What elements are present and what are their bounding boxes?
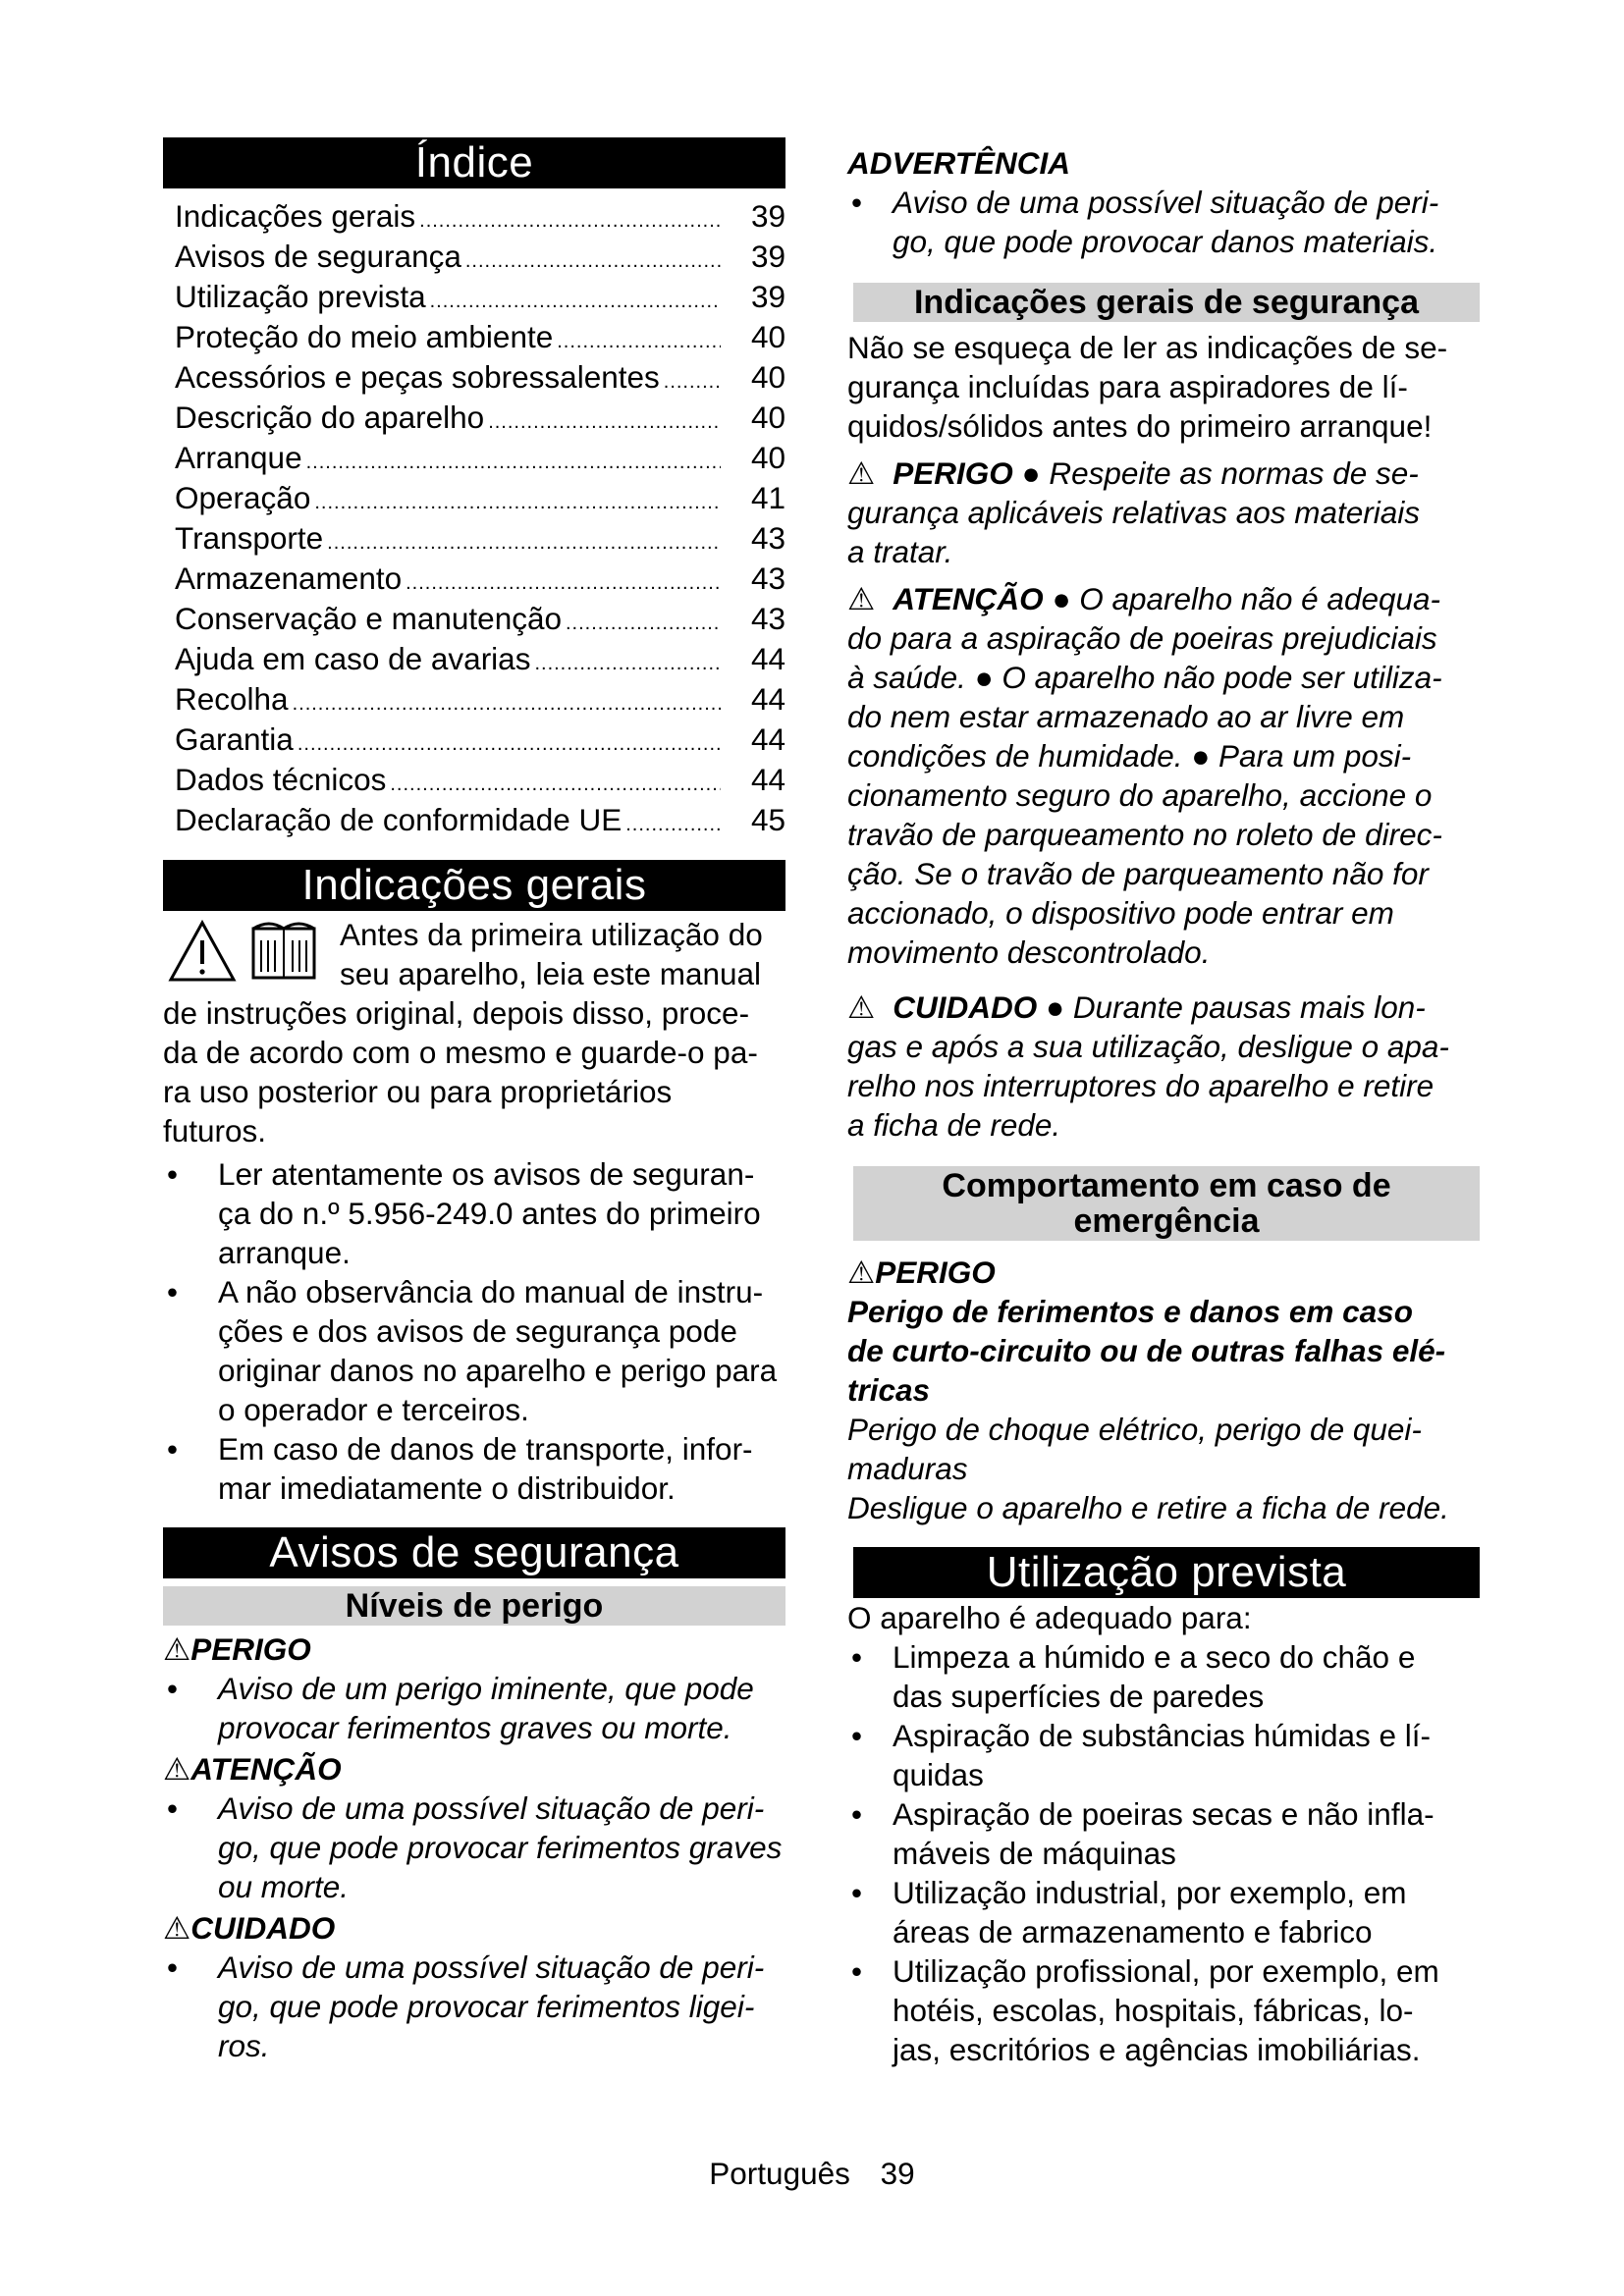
list-item: • Utilização industrial, por exemplo, em áreas de armazenamento e fabrico <box>847 1873 1480 1951</box>
toc-leader-dots <box>293 684 721 724</box>
toc-entry-page: 43 <box>750 561 785 596</box>
toc-leader-dots <box>419 201 721 241</box>
warning-icon: ⚠ <box>163 1631 191 1667</box>
toc-leader-dots <box>625 805 721 845</box>
toc-entry[interactable] <box>175 518 785 559</box>
warning-icon: ⚠ <box>847 455 876 491</box>
toc-entry[interactable] <box>175 639 785 679</box>
general-heading: Indicações gerais <box>163 860 785 911</box>
toc-entry-title: Acessórios e peças sobressalentes <box>175 359 660 395</box>
general-intro-top: Antes da primeira utilização do seu aparelho, leia este manual <box>340 917 763 991</box>
toc-entry-title: Ajuda em caso de avarias <box>175 641 531 676</box>
toc-entry-title: Avisos de segurança <box>175 239 461 274</box>
toc-entry[interactable] <box>175 559 785 599</box>
perigo-label: ⚠PERIGO <box>163 1631 311 1667</box>
list-item: • Aspiração de substâncias húmidas e lí- quidas <box>847 1716 1480 1794</box>
emergency-content: ⚠PERIGO Perigo de ferimentos e danos em caso de curto-circuito ou de outras falhas elé- tricas Perigo de choque elétrico, perigo de quei- maduras Desligue o aparelho e retire a ficha de rede. <box>847 1253 1480 1527</box>
toc-entry-page: 44 <box>750 721 785 757</box>
toc-leader-dots <box>534 644 721 684</box>
toc-entry-page: 39 <box>750 239 785 274</box>
emergency-heading: Comportamento em caso de emergência <box>853 1166 1480 1241</box>
toc-entry-page: 44 <box>750 641 785 676</box>
general-safety-perigo: ⚠ PERIGO ● Respeite as normas de se- gurança aplicáveis relativas aos materiais a tratar. <box>847 455 1421 569</box>
toc-leader-dots <box>314 483 721 523</box>
cuidado-label: ⚠CUIDADO <box>163 1910 336 1946</box>
toc-entry-title: Proteção do meio ambiente <box>175 319 554 354</box>
toc-entry-page: 39 <box>750 198 785 234</box>
toc-entry-page: 41 <box>750 480 785 515</box>
toc-leader-dots <box>306 443 721 483</box>
toc-entry-page: 44 <box>750 762 785 797</box>
toc-entry-title: Garantia <box>175 721 294 757</box>
toc-leader-dots <box>557 322 721 362</box>
warning-icon: ⚠ <box>163 1751 191 1787</box>
toc-entry-title: Utilização prevista <box>175 279 426 314</box>
toc-entry[interactable] <box>175 599 785 639</box>
manual-book-icon <box>253 924 314 978</box>
toc-entry[interactable] <box>175 679 785 720</box>
list-item: • Utilização profissional, por exemplo, em hotéis, escolas, hospitais, fábricas, lo- jas, escritórios e agências imobiliárias. <box>847 1951 1480 2069</box>
page-footer <box>0 2156 1624 2192</box>
toc-entry[interactable] <box>175 398 785 438</box>
toc-entry[interactable] <box>175 196 785 237</box>
toc-entry-page: 45 <box>750 802 785 837</box>
advertencia-label: ADVERTÊNCIA <box>847 145 1070 181</box>
toc-entry-page: 43 <box>750 520 785 556</box>
general-intro-rest: de instruções original, depois disso, proce- da de acordo com o mesmo e guarde-o pa- ra uso posterior ou para proprietários futuros. <box>163 995 758 1148</box>
warning-triangle-icon <box>167 917 324 986</box>
toc-entry-title: Conservação e manutenção <box>175 601 562 636</box>
toc-entry-page: 40 <box>750 359 785 395</box>
toc-leader-dots <box>488 402 721 443</box>
toc-entry-page: 43 <box>750 601 785 636</box>
warning-icon: ⚠ <box>847 989 876 1025</box>
toc-leader-dots <box>298 724 721 765</box>
list-item: • Aviso de uma possível situação de peri- go, que pode provocar ferimentos ligei- ros. <box>163 1948 785 2065</box>
danger-levels-heading: Níveis de perigo <box>163 1586 785 1626</box>
general-safety-intro: Não se esqueça de ler as indicações de se- gurança incluídas para aspiradores de lí- quidos/sólidos antes do primeiro arranque! <box>847 330 1448 444</box>
safety-heading: Avisos de segurança <box>163 1527 785 1578</box>
toc-entry-page: 39 <box>750 279 785 314</box>
advertencia-block <box>847 143 1480 261</box>
toc-entry[interactable] <box>175 357 785 398</box>
danger-levels <box>163 1629 785 2065</box>
footer-page-number: 39 <box>880 2156 915 2191</box>
toc-entry-title: Armazenamento <box>175 561 403 596</box>
list-item: • Aviso de um perigo iminente, que pode provocar ferimentos graves ou morte. <box>163 1669 785 1747</box>
toc-entry[interactable] <box>175 317 785 357</box>
toc-entry-page: 40 <box>750 400 785 435</box>
toc-leader-dots <box>566 604 721 644</box>
toc-leader-dots <box>664 362 721 402</box>
warning-icon: ⚠ <box>847 581 876 616</box>
warning-icon: ⚠ <box>163 1910 191 1946</box>
list-item: • Aspiração de poeiras secas e não infla- máveis de máquinas <box>847 1794 1480 1873</box>
list-item: • Ler atentamente os avisos de seguran- ça do n.º 5.956-249.0 antes do primeiro arranque. <box>163 1154 785 1272</box>
toc-entry-page: 44 <box>750 681 785 717</box>
toc-entry[interactable] <box>175 438 785 478</box>
general-safety-cuidado: ⚠ CUIDADO ● Durante pausas mais lon- gas e após a sua utilização, desligue o apa- relho nos interruptores do aparelho e retire a ficha de rede. <box>847 989 1449 1143</box>
toc-entry[interactable] <box>175 478 785 518</box>
toc-heading: Índice <box>163 137 785 188</box>
toc-entry-page: 40 <box>750 440 785 475</box>
toc-entry[interactable] <box>175 800 785 840</box>
toc-entry-title: Descrição do aparelho <box>175 400 485 435</box>
toc-entry[interactable] <box>175 237 785 277</box>
toc-entry-page: 40 <box>750 319 785 354</box>
toc-leader-dots <box>390 765 721 805</box>
toc-entry-title: Operação <box>175 480 311 515</box>
intended-use-content: O aparelho é adequado para: • Limpeza a húmido e a seco do chão e das superfícies de paredes • Aspiração de substâncias húmidas e lí- quidas • Aspiração de poeiras secas e não infla- máveis de máquinas • Utilização industrial, por exemplo, em áreas de armazenamento e fabrico • Utilização profissional, por exemplo, em hotéis, escolas, hospitais, fábricas, lo- jas, escritórios e agências imobiliárias. <box>847 1598 1480 2069</box>
warning-icon: ⚠ <box>847 1255 876 1290</box>
list-item: • Aviso de uma possível situação de peri- go, que pode provocar ferimentos graves ou morte. <box>163 1789 785 1906</box>
toc-leader-dots <box>430 282 721 322</box>
atencao-label: ⚠ATENÇÃO <box>163 1751 342 1787</box>
emergency-perigo-label: ⚠PERIGO <box>847 1255 996 1290</box>
toc-leader-dots <box>465 241 721 282</box>
toc-entry[interactable] <box>175 760 785 800</box>
toc-entry-title: Recolha <box>175 681 289 717</box>
toc-entry[interactable] <box>175 720 785 760</box>
general-bullets <box>163 1154 785 1508</box>
toc-entry-title: Declaração de conformidade UE <box>175 802 623 837</box>
toc-entry-title: Transporte <box>175 520 324 556</box>
toc-leader-dots <box>327 523 721 563</box>
manual-warning-icons <box>167 917 324 986</box>
list-item: • Limpeza a húmido e a seco do chão e das superfícies de paredes <box>847 1637 1480 1716</box>
general-safety-heading: Indicações gerais de segurança <box>853 283 1480 322</box>
footer-language: Português <box>709 2156 850 2191</box>
toc-entry-title: Dados técnicos <box>175 762 387 797</box>
toc-entry-title: Indicações gerais <box>175 198 416 234</box>
toc-entry[interactable] <box>175 277 785 317</box>
table-of-contents <box>175 196 785 840</box>
toc-leader-dots <box>406 563 721 604</box>
list-item: • A não observância do manual de instru- ções e dos avisos de segurança pode originar danos no aparelho e perigo para o operador e terceiros. <box>163 1272 785 1429</box>
list-item: • Aviso de uma possível situação de peri- go, que pode provocar danos materiais. <box>847 183 1480 261</box>
toc-entry-title: Arranque <box>175 440 302 475</box>
general-safety-atencao: ⚠ ATENÇÃO ● O aparelho não é adequa- do para a aspiração de poeiras prejudiciais à saúde. ● O aparelho não pode ser utiliza- do nem estar armazenado ao ar livre em condições de humidade. ● Para um posi- cionamento seguro do aparelho, accione o travão de parqueamento no roleto de direc- ção. Se o travão de parqueamento não for accionado, o dispositivo pode entrar em movimento descontrolado. <box>847 581 1442 970</box>
intended-use-heading: Utilização prevista <box>853 1547 1480 1598</box>
list-item: • Em caso de danos de transporte, infor- mar imediatamente o distribuidor. <box>163 1429 785 1508</box>
